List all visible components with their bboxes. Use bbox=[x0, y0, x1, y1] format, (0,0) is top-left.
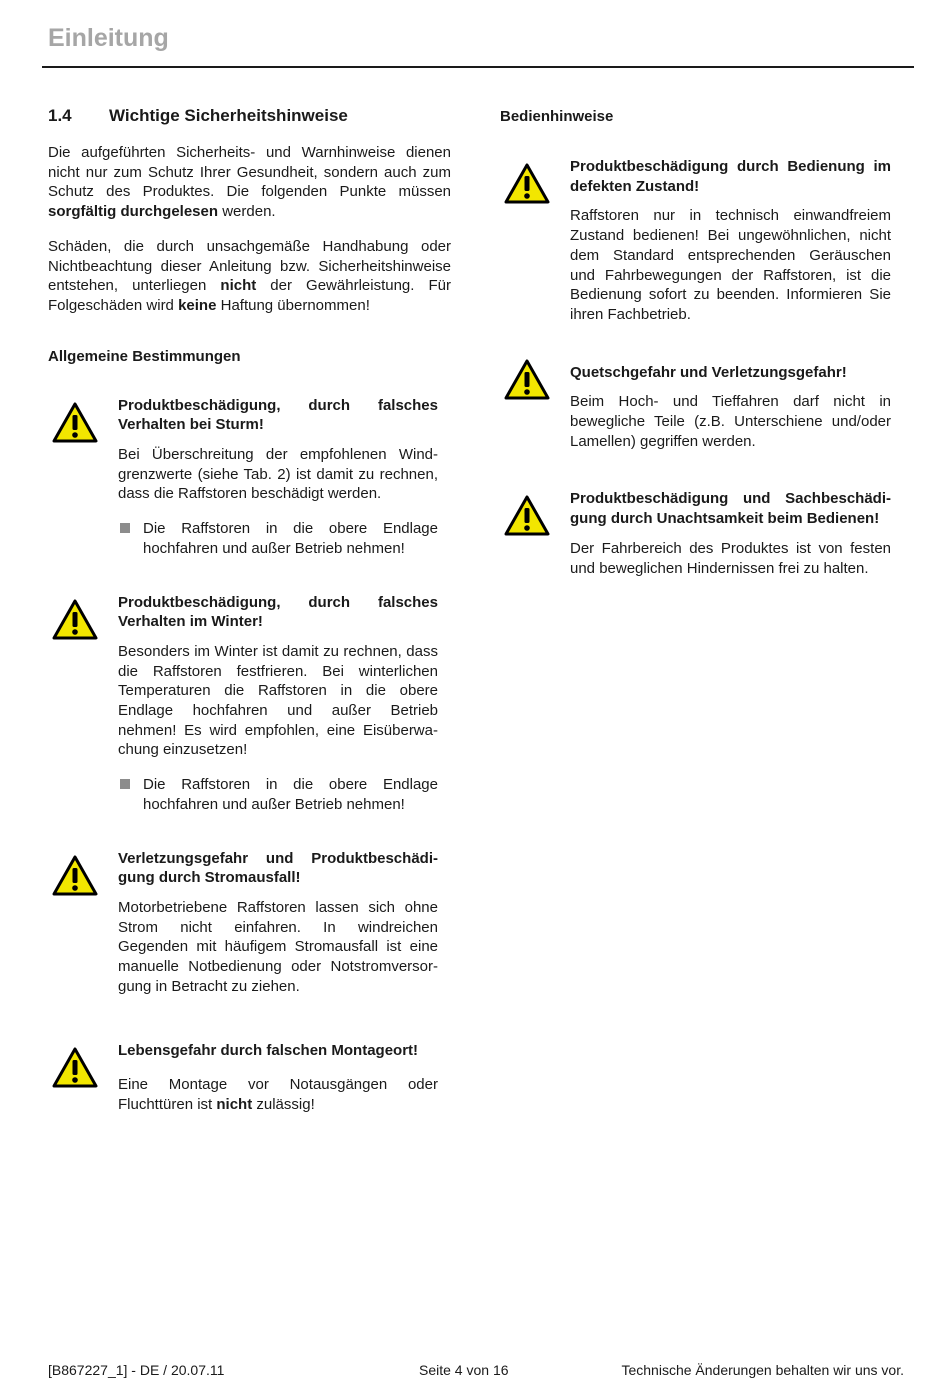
warning-mounting-location-title: Lebensgefahr durch falschen Montageort! bbox=[118, 1041, 419, 1059]
warning-triangle-icon bbox=[504, 495, 550, 537]
warning-mounting-location bbox=[48, 1041, 438, 1115]
warning-storm-title: Produktbeschädigung, durch falsches Verhalten bei Sturm! bbox=[118, 396, 438, 434]
page-header-title: Einleitung bbox=[48, 24, 169, 52]
warning-triangle-icon bbox=[504, 359, 550, 401]
intro-paragraph-1 bbox=[48, 143, 451, 222]
square-bullet-icon bbox=[120, 779, 130, 789]
warning-carelessness bbox=[500, 489, 891, 578]
intro-p2-middle: der Gewährleistung. Für Folgeschäden wird bbox=[48, 277, 451, 314]
warning-winter-bullet-text: Die Raffstoren in die obere Endlage hochfahren und außer Betrieb nehmen! bbox=[143, 776, 438, 813]
footer-document-id: [B867227_1] - DE / 20.07.11 bbox=[48, 1362, 225, 1378]
warning-crushing-title: Quetschgefahr und Verletzungsgefahr! bbox=[570, 363, 847, 381]
warning-mounting-location-text bbox=[118, 1075, 438, 1114]
warning-mounting-text-bold: nicht bbox=[216, 1095, 253, 1113]
warning-carelessness-text: Der Fahrbereich des Produktes ist von festen und beweglichen Hindernissen frei zu halten. bbox=[570, 539, 891, 577]
general-rules-heading: Allgemeine Bestimmungen bbox=[48, 347, 241, 365]
operation-heading: Bedienhinweise bbox=[500, 108, 614, 125]
warning-winter-title: Produktbeschädigung, durch falsches Verhalten im Winter! bbox=[118, 593, 438, 631]
intro-p1-text: Die aufgeführten Sicherheits- und Warnhinweise dienen nicht nur zum Schutz Ihrer Gesundheit, sondern auch zum Schutz des Produktes. Die folgenden Punkte müssen bbox=[48, 144, 451, 201]
warning-triangle-icon bbox=[52, 855, 98, 897]
warning-power-outage bbox=[48, 849, 438, 997]
intro-p1-end: werden. bbox=[218, 203, 276, 221]
warning-power-outage-title: Verletzungsgefahr und Produktbeschädigung durch Stromausfall! bbox=[118, 849, 438, 887]
warning-crushing-text: Beim Hoch- und Tieffahren darf nicht in bewegliche Teile (z.B. Unterschiene und/oder Lamellen) gegriffen werden. bbox=[570, 393, 891, 450]
warning-winter bbox=[48, 593, 438, 815]
warning-winter-bullet bbox=[118, 775, 438, 814]
header-divider bbox=[42, 66, 914, 68]
section-number: 1.4 bbox=[48, 106, 72, 125]
footer-disclaimer: Technische Änderungen behalten wir uns vor. bbox=[621, 1362, 904, 1378]
intro-paragraph-2 bbox=[48, 237, 451, 316]
right-column bbox=[500, 106, 891, 578]
section-title: Wichtige Sicherheitshinweise bbox=[109, 106, 348, 125]
warning-storm-bullet bbox=[118, 519, 438, 558]
intro-p2-end: Haftung übernommen! bbox=[216, 296, 370, 314]
warning-triangle-icon bbox=[52, 402, 98, 444]
warning-crushing bbox=[500, 363, 891, 452]
warning-defective-operation-title: Produktbeschädigung durch Bedienung im defekten Zustand! bbox=[570, 158, 891, 195]
warning-mounting-text-a: Eine Montage vor Notausgängen oder Fluchttüren ist bbox=[118, 1076, 438, 1113]
warning-defective-operation-text: Raffstoren nur in technisch einwandfreiem Zustand bedienen! Bei ungewöhnlichen, nicht dem Standard entsprechenden Geräuschen und Fahrbewegungen der Raffstoren, ist die Bedienung sofort zu beenden. Informieren Sie ihren Fachbetrieb. bbox=[570, 207, 891, 323]
section-heading bbox=[48, 106, 451, 126]
intro-p2-bold-keine: keine bbox=[178, 296, 217, 314]
square-bullet-icon bbox=[120, 523, 130, 533]
warning-power-outage-text: Motorbetriebene Raffstoren lassen sich ohne Strom nicht einfahren. In windreichen Gegenden mit häufigem Stromausfall ist eine manuelle Notbedienung oder Notstromversorgung in Betracht zu ziehen. bbox=[118, 898, 438, 995]
intro-p2-bold-nicht: nicht bbox=[220, 277, 257, 295]
warning-triangle-icon bbox=[52, 1047, 98, 1089]
warning-storm-text: Bei Überschreitung der empfohlenen Windgrenzwerte (siehe Tab. 2) ist damit zu rechnen, dass die Raffstoren beschädigt werden. bbox=[118, 446, 438, 503]
intro-p1-bold: sorgfältig durchgelesen bbox=[48, 203, 219, 221]
warning-triangle-icon bbox=[52, 599, 98, 641]
warning-storm-bullet-text: Die Raffstoren in die obere Endlage hochfahren und außer Betrieb nehmen! bbox=[143, 520, 438, 557]
warning-carelessness-title: Produktbeschädigung und Sachbeschädigung durch Unachtsamkeit beim Bedienen! bbox=[570, 490, 891, 528]
warning-storm bbox=[48, 396, 438, 559]
warning-mounting-text-b: zulässig! bbox=[252, 1095, 315, 1113]
warning-defective-operation bbox=[500, 157, 891, 325]
warning-winter-text: Besonders im Winter ist damit zu rechnen, dass die Raffstoren festfrieren. Bei winterlichen Temperaturen die Raffstoren in die obere Endlage hochfahren und außer Betrieb nehmen! Es wird empfohlen, eine Eisüberwachung einzusetzen! bbox=[118, 642, 438, 759]
warning-triangle-icon bbox=[504, 163, 550, 205]
intro-p2-text: Schäden, die durch unsachgemäße Handhabung oder Nichtbeachtung dieser Anleitung bzw. Sicherheitshinweise entstehen, unterliegen bbox=[48, 237, 451, 295]
left-column bbox=[48, 106, 451, 1115]
footer-page-number: Seite 4 von 16 bbox=[419, 1362, 509, 1378]
